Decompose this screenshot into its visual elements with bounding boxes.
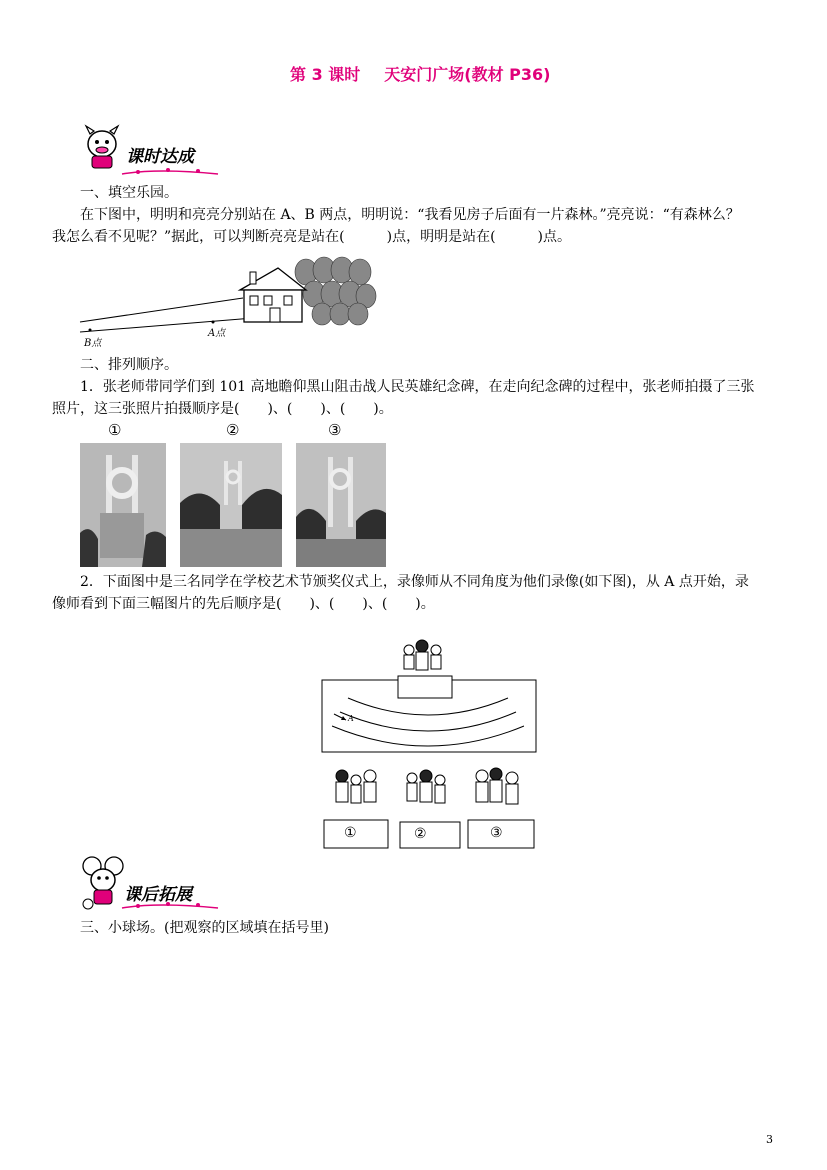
section2-heading: 二、排列顺序。 bbox=[80, 357, 178, 373]
point-a-marker: A bbox=[348, 714, 354, 723]
page-title bbox=[290, 62, 550, 85]
section1-heading: 一、填空乐园。 bbox=[80, 185, 178, 201]
house-forest-figure bbox=[78, 250, 378, 350]
section3-heading: 三、小球场。(把观察的区域填在括号里) bbox=[80, 920, 329, 936]
monument-photo-3 bbox=[296, 443, 386, 567]
stage-diagram bbox=[318, 636, 540, 756]
q2-text-line1: 2．下面图中是三名同学在学校艺术节颁奖仪式上，录像师从不同角度为他们录像(如下图)，从 A 点开始，录 bbox=[80, 574, 749, 590]
podium-label-2: ② bbox=[414, 826, 427, 842]
photo-label-3: ③ bbox=[328, 421, 342, 439]
section1-text-line1: 在下图中，明明和亮亮分别站在 A、B 两点，明明说：“我看见房子后面有一片森林。”亮亮说：“有森林么？ bbox=[80, 207, 740, 223]
banner-after-class bbox=[78, 852, 228, 912]
podium-views bbox=[320, 762, 542, 850]
page-number: 3 bbox=[766, 1133, 773, 1146]
point-b-label: B点 bbox=[84, 338, 102, 349]
section1-text-line2: 我怎么看不见呢？”据此，可以判断亮亮是站在( )点，明明是站在( )点。 bbox=[52, 229, 572, 245]
monument-photo-2 bbox=[180, 443, 282, 567]
banner-lesson-achievement bbox=[78, 118, 228, 178]
photo-label-2: ② bbox=[226, 421, 240, 439]
banner-title: 课时达成 bbox=[126, 147, 194, 167]
monument-photo-1 bbox=[80, 443, 166, 567]
photo-label-1: ① bbox=[108, 421, 122, 439]
lesson-topic: 天安门广场(教材 P36) bbox=[384, 65, 551, 84]
podium-label-3: ③ bbox=[490, 825, 503, 841]
banner-title: 课后拓展 bbox=[124, 885, 192, 905]
point-a-label: A点 bbox=[208, 328, 226, 339]
lesson-number: 第 3 课时 bbox=[290, 65, 361, 84]
q1-text-line1: 1．张老师带同学们到 101 高地瞻仰黑山阻击战人民英雄纪念碑，在走向纪念碑的过程中，张老师拍摄了三张 bbox=[80, 379, 755, 395]
q1-text-line2: 照片，这三张照片拍摄顺序是( )、( )、( )。 bbox=[52, 401, 393, 417]
q2-text-line2: 像师看到下面三幅图片的先后顺序是( )、( )、( )。 bbox=[52, 596, 435, 612]
podium-label-1: ① bbox=[344, 825, 357, 841]
